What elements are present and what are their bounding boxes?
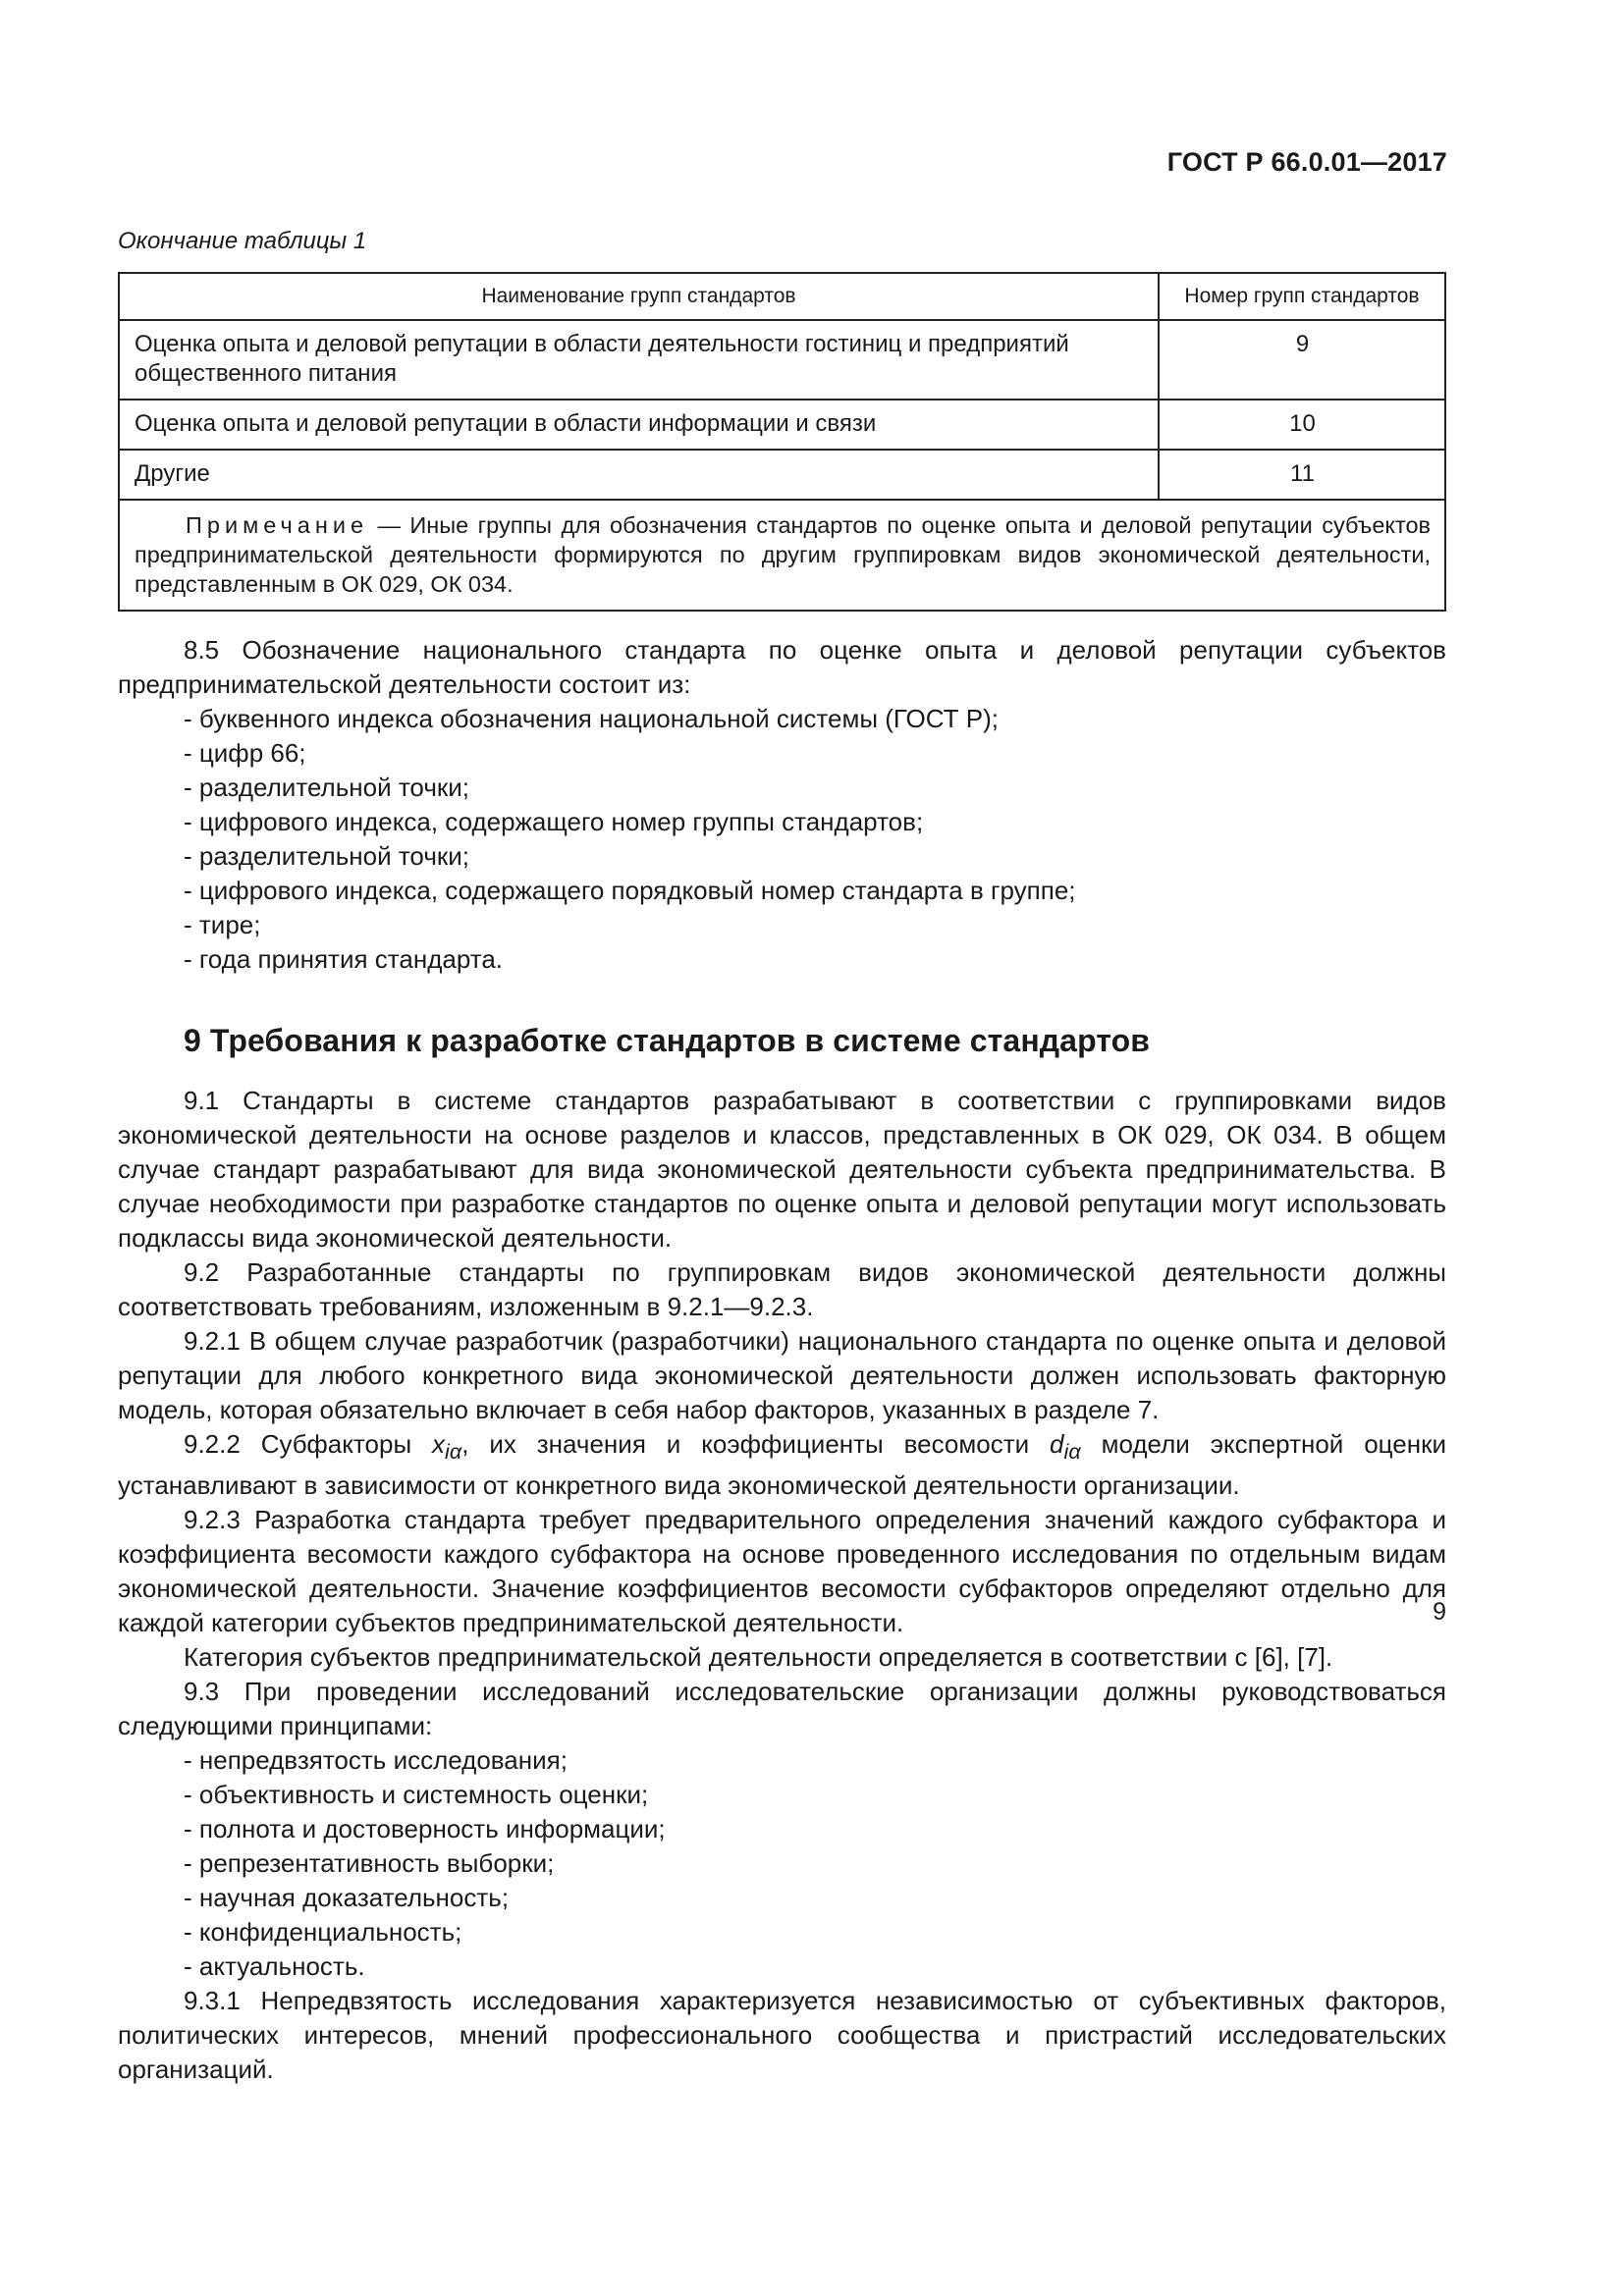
clause-9-1: 9.1 Стандарты в системе стандартов разрабатывают в соответствии с группировками видов экономической деятельности на основе разделов и классов, представленных в ОК 029, ОК 034. В общем случае стандарт разрабатывают для вида экономической деятельности субъекта предпринимательства. В случае необходимости при разработке стандартов по оценке опыта и деловой репутации могут использовать подклассы вида экономической деятельности.: [118, 1086, 1446, 1253]
group-name-cell: Оценка опыта и деловой репутации в области деятельности гостиниц и предприятий общественного питания: [119, 320, 1159, 400]
list-item: - тире;: [184, 910, 261, 939]
table-row: [119, 450, 1445, 500]
table-row: [119, 320, 1445, 400]
section-9-body: [118, 1084, 1446, 2087]
note-label: Примечание: [186, 512, 369, 538]
clause-9-2-2: [118, 1427, 1446, 1503]
list-item: - буквенного индекса обозначения национальной системы (ГОСТ Р);: [184, 704, 999, 733]
list-item: - объективность и системность оценки;: [184, 1780, 649, 1810]
clause-8-5: [118, 633, 1446, 977]
list-item: - конфиденциальность;: [184, 1917, 462, 1948]
table-caption: Окончание таблицы 1: [118, 228, 367, 254]
list-item: - цифр 66;: [184, 738, 306, 768]
weight-coefficient-symbol: $d_{i\alpha}$: [1050, 1429, 1081, 1465]
section-9-heading: 9 Требования к разработке стандартов в системе стандартов: [184, 1023, 1151, 1058]
list-item: - разделительной точки;: [184, 773, 469, 802]
clause-9-3: 9.3 При проведении исследований исследовательские организации должны руководствоваться следующими принципами:: [118, 1677, 1446, 1741]
note-text: — Иные группы для обозначения стандартов по оценке опыта и деловой репутации субъектов предпринимательской деятельности формируются по другим группировкам видов экономической деятельности, представленным в ОК 029, ОК 034.: [135, 512, 1431, 597]
list-item: - полнота и достоверность информации;: [184, 1814, 666, 1844]
page-number: 9: [1433, 1598, 1446, 1626]
group-number-cell: 10: [1159, 400, 1445, 450]
clause-8-5-intro: 8.5 Обозначение национального стандарта по оценке опыта и деловой репутации субъектов предпринимательской деятельности состоит из:: [118, 635, 1446, 699]
column-header-group-name: Наименование групп стандартов: [119, 273, 1159, 320]
clause-9-2-2-text: , их значения и коэффициенты весомости: [461, 1429, 1051, 1459]
standards-groups-table: [118, 272, 1446, 612]
document-code: ГОСТ Р 66.0.01—2017: [1166, 147, 1447, 177]
table-header-row: [119, 273, 1445, 320]
list-item: - научная доказательность;: [184, 1883, 510, 1913]
group-number-cell: 9: [1159, 320, 1445, 400]
table-note: [119, 500, 1445, 611]
subfactor-symbol: $x_{i\alpha}$: [432, 1429, 462, 1465]
clause-9-2: 9.2 Разработанные стандарты по группировкам видов экономической деятельности должны соответствовать требованиям, изложенным в 9.2.1—9.2.3.: [118, 1257, 1446, 1321]
group-name-cell: Другие: [119, 450, 1159, 500]
table-note-row: [119, 500, 1445, 611]
list-item: - цифрового индекса, содержащего номер группы стандартов;: [184, 807, 924, 836]
group-number-cell: 11: [1159, 450, 1445, 500]
list-item: - года принятия стандарта.: [184, 944, 504, 974]
list-item: - актуальность.: [184, 1951, 365, 1982]
list-item: - цифрового индекса, содержащего порядковый номер стандарта в группе;: [184, 876, 1076, 905]
column-header-group-number: Номер групп стандартов: [1159, 273, 1445, 320]
list-item: - репрезентативность выборки;: [184, 1848, 555, 1879]
list-item: - разделительной точки;: [184, 841, 469, 871]
clause-9-3-1: 9.3.1 Непредвзятость исследования характеризуется независимостью от субъективных факторов, политических интересов, мнений профессионального сообщества и пристрастий исследовательских организаций.: [118, 1986, 1446, 2085]
list-item: - непредвзятость исследования;: [184, 1745, 568, 1776]
clause-9-2-2-text: модели экспертной оценки устанавливают в зависимости от конкретного вида экономической деятельности организации.: [118, 1429, 1446, 1501]
table-row: [119, 400, 1445, 450]
clause-9-2-3: 9.2.3 Разработка стандарта требует предварительного определения значений каждого субфактора и коэффициента весомости каждого субфактора на основе проведенного исследования по отдельным видам экономической деятельности. Значение коэффициентов весомости субфакторов определяют отдельно для каждой категории субъектов предпринимательской деятельности.: [118, 1505, 1446, 1638]
clause-9-2-1: 9.2.1 В общем случае разработчик (разработчики) национального стандарта по оценке опыта и деловой репутации для любого конкретного вида экономической деятельности должен использовать факторную модель, которая обязательно включает в себя набор факторов, указанных в разделе 7.: [118, 1326, 1446, 1424]
clause-9-2-2-text: 9.2.2 Субфакторы: [184, 1429, 433, 1459]
group-name-cell: Оценка опыта и деловой репутации в области информации и связи: [119, 400, 1159, 450]
clause-category: Категория субъектов предпринимательской деятельности определяется в соответствии с [6], [7].: [184, 1642, 1333, 1673]
